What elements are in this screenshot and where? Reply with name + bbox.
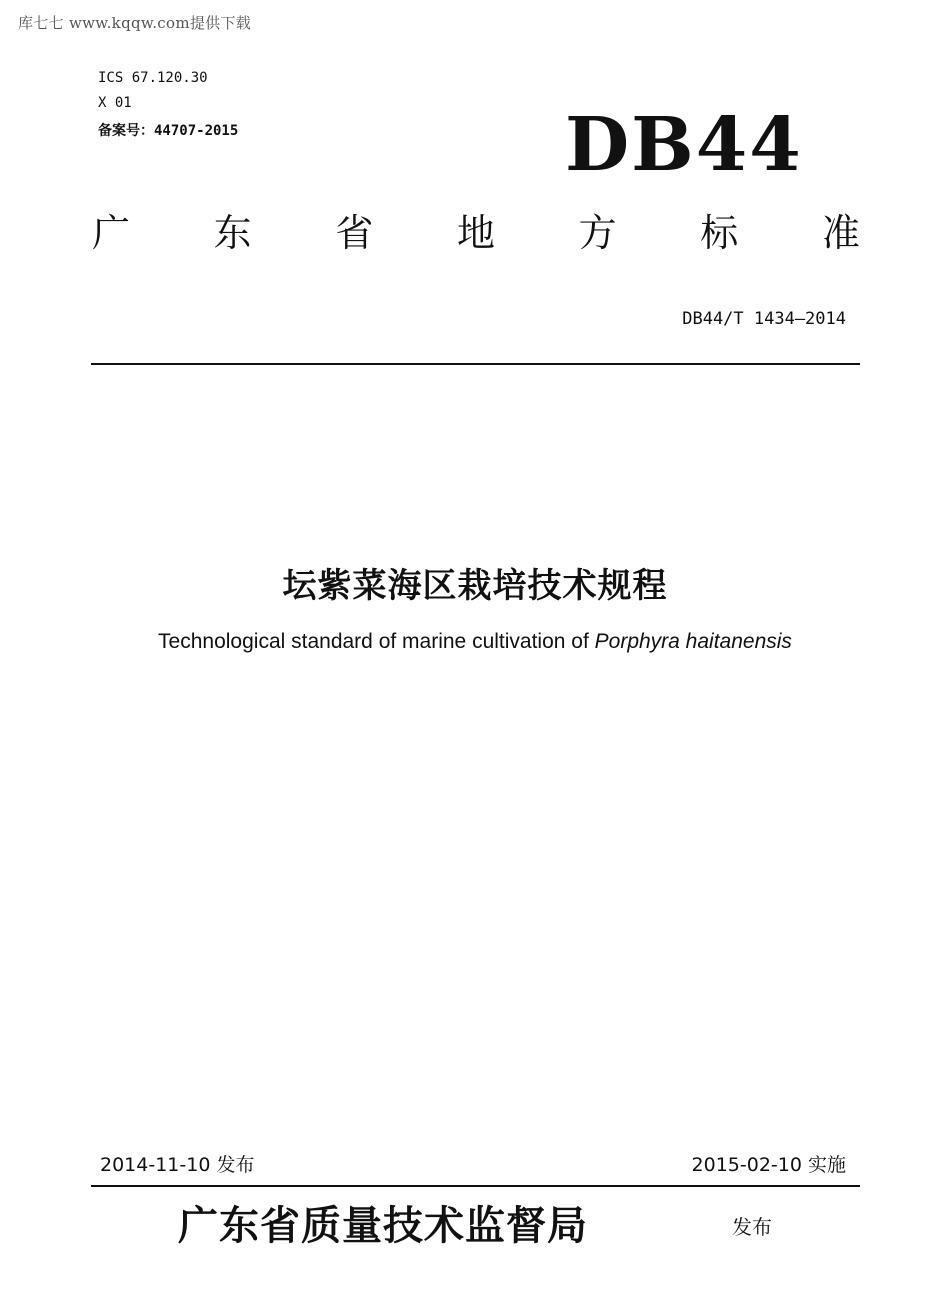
top-divider: [91, 363, 860, 365]
watermark-text: 库七七 www.kqqw.com提供下载: [18, 14, 252, 32]
heading-char: 广: [92, 211, 131, 255]
db44-logo: DB44: [565, 102, 803, 188]
publish-date: 2014-11-10 发布: [100, 1154, 255, 1176]
heading-char: 方: [578, 211, 617, 255]
heading-char: 准: [821, 211, 860, 255]
classification-code: X 01: [98, 95, 132, 111]
document-title-en: [0, 630, 950, 654]
heading-char: 地: [456, 211, 495, 255]
title-en-text: Technological standard of marine cultivation of: [158, 630, 595, 653]
heading-char: 省: [335, 211, 374, 255]
standard-number: DB44/T 1434—2014: [682, 309, 846, 329]
bottom-divider: [91, 1185, 860, 1187]
issuing-authority: 广东省质量技术监督局: [178, 1202, 588, 1249]
issue-label: 发布: [732, 1215, 772, 1239]
document-title-zh: 坛紫菜海区栽培技术规程: [282, 566, 668, 606]
heading-char: 标: [700, 211, 739, 255]
standard-type-heading: [92, 211, 860, 255]
species-name: Porphyra haitanensis: [594, 630, 792, 653]
record-number: 备案号：44707-2015: [98, 123, 239, 139]
heading-char: 东: [213, 211, 252, 255]
ics-code: ICS 67.120.30: [98, 70, 208, 86]
implement-date: 2015-02-10 实施: [691, 1154, 846, 1176]
